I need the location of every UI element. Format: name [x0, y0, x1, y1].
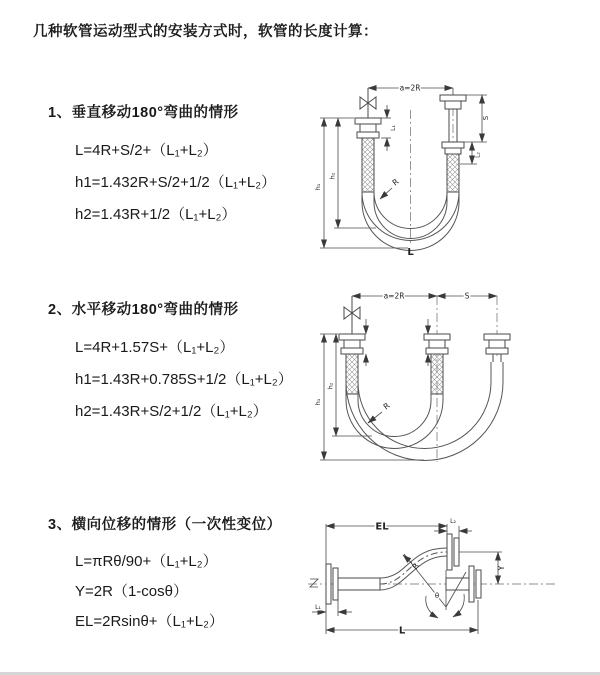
section-1-heading: 1、垂直移动180°弯曲的情形 — [48, 105, 239, 121]
radius-leader — [368, 412, 382, 423]
dim-label-a2r: a=2R — [399, 83, 421, 93]
braided-hose — [447, 154, 459, 192]
dim-label-h2: h₂ — [326, 382, 335, 390]
dim-label-el: EL — [375, 521, 389, 533]
diagram-vertical-180-bend — [310, 72, 565, 257]
angle-label: θ — [434, 592, 440, 600]
centerline-z-mark — [310, 579, 318, 587]
formula-line: h2=1.43R+S/2+1/2（L₁+L₂） — [75, 403, 268, 420]
left-flange — [326, 564, 380, 604]
formula-line: h1=1.43R+0.785S+1/2（L₁+L₂） — [75, 371, 293, 388]
left-pipe-fitting — [339, 334, 365, 394]
section-2-heading: 2、水平移动180°弯曲的情形 — [48, 302, 239, 318]
formula-line: h2=1.43R+1/2（L₁+L₂） — [75, 206, 237, 223]
formula-line: L=4R+1.57S+（L₁+L₂） — [75, 339, 235, 356]
dim-label-l2: L₂ — [474, 152, 482, 158]
dim-label-l1: L₁ — [390, 125, 397, 131]
section-3 — [48, 513, 282, 637]
dim-label-h1: h₁ — [314, 183, 322, 191]
section-1 — [48, 101, 276, 231]
dim-label-l: L — [398, 625, 406, 637]
formula-line: L=πRθ/90+（L₁+L₂） — [75, 553, 218, 570]
dim-label-l1: L₁ — [315, 604, 321, 611]
formula-line: EL=2Rsinθ+（L₁+L₂） — [75, 613, 224, 630]
section-3-heading: 3、横向位移的情形（一次性变位） — [48, 517, 282, 533]
left-pipe-fitting — [355, 118, 381, 192]
braided-hose — [362, 138, 374, 192]
valve-icon — [344, 296, 360, 334]
hose-u-bend — [346, 362, 503, 461]
formula-line: L=4R+S/2+（L₁+L₂） — [75, 142, 218, 159]
formula-line: h1=1.432R+S/2+1/2（L₁+L₂） — [75, 174, 277, 191]
displaced-pipe-fitting — [484, 334, 510, 362]
dim-label-s: S — [482, 115, 490, 121]
section-2 — [48, 298, 293, 428]
dim-label-s: S — [464, 291, 470, 301]
dim-label-l2: L₂ — [450, 518, 456, 525]
radius-label: R — [390, 177, 401, 188]
radius-label: R — [410, 561, 422, 572]
braided-hose — [346, 354, 358, 394]
length-label: L — [407, 247, 414, 257]
dimension-lines — [314, 84, 490, 249]
valve-icon — [360, 88, 376, 118]
radius-label: R — [381, 401, 392, 412]
formula-line: Y=2R（1-cosθ） — [75, 583, 188, 600]
diagram-lateral-displacement — [306, 512, 582, 647]
dim-label-h2: h₂ — [328, 172, 337, 180]
original-flange — [446, 566, 481, 602]
dim-label-h1: h₁ — [314, 398, 322, 406]
dim-label-a2r: a=2R — [383, 291, 405, 301]
dim-label-y: Y — [497, 565, 506, 571]
page-title: 几种软管运动型式的安装方式时，软管的长度计算： — [33, 24, 378, 40]
displaced-flange — [447, 534, 459, 570]
radius-leader — [403, 555, 412, 563]
braided-hose — [431, 354, 443, 394]
radius-leader — [380, 188, 392, 199]
diagram-horizontal-180-bend — [312, 282, 574, 467]
